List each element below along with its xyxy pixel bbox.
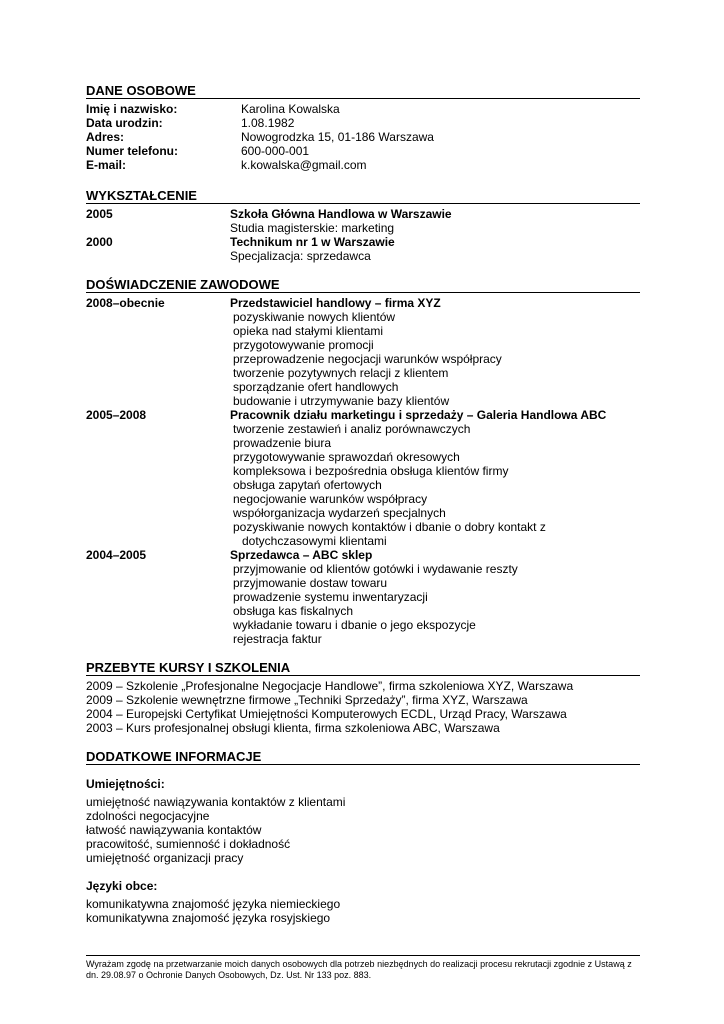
job-details [230,296,640,408]
language-item: komunikatywna znajomość języka rosyjskiego [86,911,331,925]
job-duty: opieka nad stałymi klientami [233,324,384,338]
field-label: E-mail: [86,158,127,172]
job-duty: tworzenie pozytywnych relacji z klientem [233,366,449,380]
languages-heading: Języki obce: [86,879,158,893]
job-duty: przygotowywanie promocji [233,338,374,352]
skill-item: łatwość nawiązywania kontaktów [86,823,262,837]
spacer [86,221,230,235]
education-detail: Studia magisterskie: marketing [230,221,395,235]
section-title: WYKSZTAŁCENIE [86,188,640,204]
job-duty: prowadzenie biura [233,436,332,450]
job-duty: kompleksowa i bezpośrednia obsługa klientów firmy [233,464,509,478]
section-courses [86,660,640,735]
job-duty: rejestracja faktur [233,632,322,646]
skill-item: umiejętność organizacji pracy [86,851,244,865]
skill-item: umiejętność nawiązywania kontaktów z klientami [86,795,346,809]
education-item [86,235,640,249]
email-value[interactable]: k.kowalska@gmail.com [241,158,367,172]
skill-item: pracowitość, sumienność i dokładność [86,837,291,851]
language-item: komunikatywna znajomość języka niemieckiego [86,897,341,911]
job-duty: przyjmowanie od klientów gotówki i wydawanie reszty [233,562,518,576]
job-entry [86,296,640,408]
skills-heading: Umiejętności: [86,777,165,791]
section-additional [86,749,640,925]
job-period: 2004–2005 [86,548,147,562]
consent-clause: Wyrażam zgodę na przetwarzanie moich danych osobowych dla potrzeb niezbędnych do realizacji procesu rekrutacji zgodnie z Ustawą z dn. 29.08.97 o Ochronie Danych Osobowych, Dz. Ust. Nr 133 poz. 883. [86,955,640,981]
job-duty: tworzenie zestawień i analiz porównawczych [233,422,471,436]
education-detail-row [86,249,640,263]
section-education [86,188,640,263]
job-duty: negocjowanie warunków współpracy [233,492,428,506]
job-period: 2008–obecnie [86,296,165,310]
job-duty: prowadzenie systemu inwentaryzacji [233,590,428,604]
personal-row [86,144,640,158]
education-detail-row [86,221,640,235]
personal-row [86,158,640,172]
job-entry [86,408,640,548]
job-duty: pozyskiwanie nowych kontaktów i dbanie o dobry kontakt z [233,520,546,534]
job-duty: obsługa kas fiskalnych [233,604,354,618]
course-item: 2009 – Szkolenie „Profesjonalne Negocjacje Handlowe”, firma szkoleniowa XYZ, Warszawa [86,679,574,693]
section-title: DOŚWIADCZENIE ZAWODOWE [86,277,640,293]
job-duty: wykładanie towaru i dbanie o jego ekspozycje [233,618,476,632]
job-details [230,408,640,548]
field-value: Nowogrodzka 15, 01-186 Warszawa [241,130,434,144]
education-item [86,207,640,221]
section-title: DODATKOWE INFORMACJE [86,749,640,765]
job-position: Sprzedawca – ABC sklep [230,548,373,562]
job-duty: pozyskiwanie nowych klientów [233,310,396,324]
field-label: Adres: [86,130,125,144]
job-duty: współorganizacja wydarzeń specjalnych [233,506,446,520]
section-experience [86,277,640,646]
job-entry [86,548,640,646]
education-year: 2000 [86,235,113,249]
job-period: 2005–2008 [86,408,147,422]
skill-item: zdolności negocjacyjne [86,809,210,823]
field-value: 1.08.1982 [241,116,295,130]
job-duty: przyjmowanie dostaw towaru [233,576,388,590]
job-duty: obsługa zapytań ofertowych [233,478,382,492]
course-item: 2003 – Kurs profesjonalnej obsługi klienta, firma szkoleniowa ABC, Warszawa [86,721,500,735]
personal-row [86,116,640,130]
cv-document [86,83,640,925]
field-value: Karolina Kowalska [241,102,340,116]
education-school: Technikum nr 1 w Warszawie [230,235,395,249]
personal-row [86,130,640,144]
spacer [86,249,230,263]
field-label: Data urodzin: [86,116,163,130]
personal-row [86,102,640,116]
job-duty: sporządzanie ofert handlowych [233,380,399,394]
field-value: 600-000-001 [241,144,310,158]
job-duty: przeprowadzenie negocjacji warunków współpracy [233,352,502,366]
job-duty: przygotowywanie sprawozdań okresowych [233,450,460,464]
section-title: DANE OSOBOWE [86,83,640,99]
job-duty: budowanie i utrzymywanie bazy klientów [233,394,450,408]
field-label: Numer telefonu: [86,144,179,158]
course-item: 2009 – Szkolenie wewnętrzne firmowe „Techniki Sprzedaży”, firma XYZ, Warszawa [86,693,528,707]
job-position: Przedstawiciel handlowy – firma XYZ [230,296,441,310]
section-title: PRZEBYTE KURSY I SZKOLENIA [86,660,640,676]
job-duty: dotychczasowymi klientami [242,534,387,548]
education-year: 2005 [86,207,113,221]
education-detail: Specjalizacja: sprzedawca [230,249,371,263]
field-label: Imię i nazwisko: [86,102,178,116]
job-details [230,548,640,646]
course-item: 2004 – Europejski Certyfikat Umiejętności Komputerowych ECDL, Urząd Pracy, Warszawa [86,707,567,721]
education-school: Szkoła Główna Handlowa w Warszawie [230,207,452,221]
section-personal [86,83,640,172]
job-position: Pracownik działu marketingu i sprzedaży – Galeria Handlowa ABC [230,408,607,422]
